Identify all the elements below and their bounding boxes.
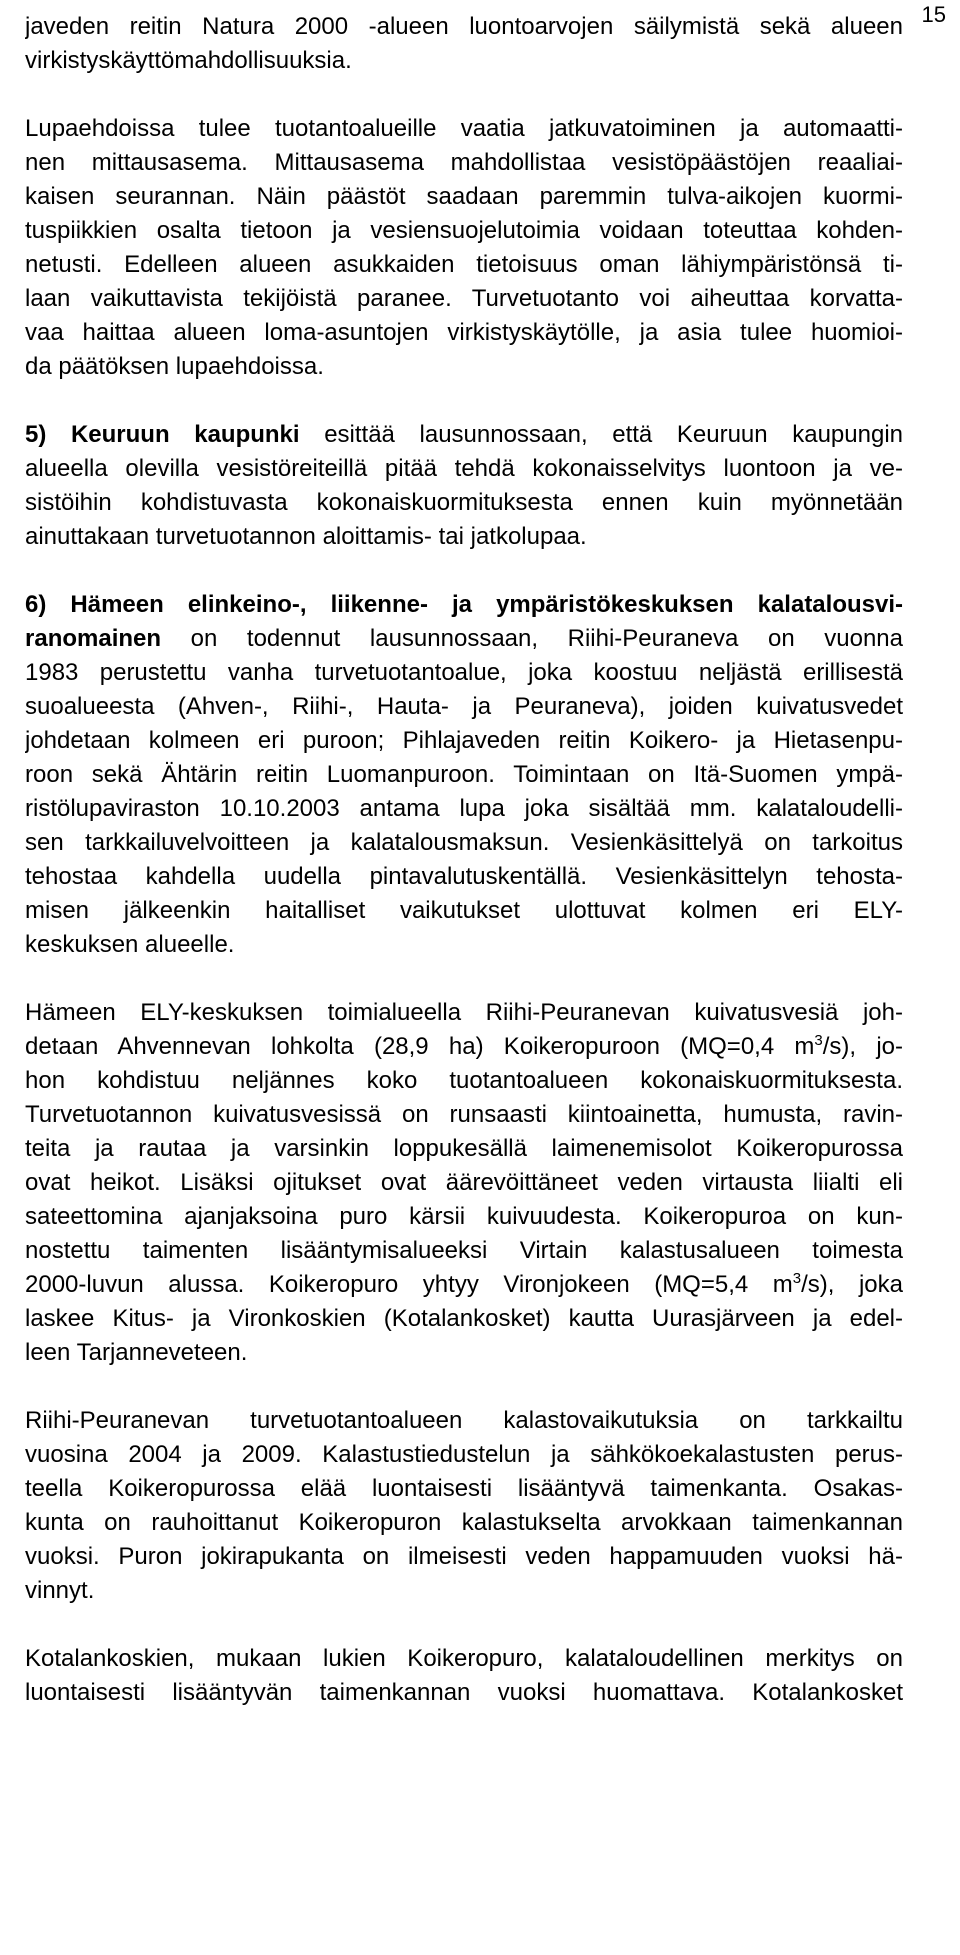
text-line: da päätöksen lupaehdoissa.: [25, 353, 324, 380]
text-line: Turvetuotannon kuivatusvesissä on runsaasti kiintoainetta, humusta, ravin-: [25, 1101, 903, 1128]
text-run: /s), joka: [801, 1271, 903, 1298]
text-line: 1983 perustettu vanha turvetuotantoalue, joka koostuu neljästä erillisestä: [25, 659, 903, 686]
text-line: 6) Hämeen elinkeino-, liikenne- ja ympäristökeskuksen kalatalousvi-: [25, 591, 903, 618]
bold-heading: 5) Keuruun kaupunki: [25, 421, 300, 448]
text-line: sistöihin kohdistuvasta kokonaiskuormituksesta ennen kuin myönnetään: [25, 489, 903, 516]
text-line: kaisen seurannan. Näin päästöt saadaan paremmin tulva-aikojen kuormi-: [25, 183, 903, 210]
paragraph-4: [25, 588, 903, 962]
text-line: roon sekä Ähtärin reitin Luomanpuroon. Toimintaan on Itä-Suomen ympä-: [25, 761, 903, 788]
paragraph-3: [25, 418, 903, 554]
text-line: laan vaikuttavista tekijöistä paranee. Turvetuotanto voi aiheuttaa korvatta-: [25, 285, 903, 312]
text-line: hon kohdistuu neljännes koko tuotantoalueen kokonaiskuormituksesta.: [25, 1067, 903, 1094]
text-line: [25, 1030, 903, 1064]
paragraph-1: [25, 10, 903, 78]
text-line: vuoksi. Puron jokirapukanta on ilmeisesti veden happamuuden vuoksi hä-: [25, 1543, 903, 1570]
text-line: ristölupaviraston 10.10.2003 antama lupa joka sisältää mm. kalataloudelli-: [25, 795, 903, 822]
text-line: Hämeen ELY-keskuksen toimialueella Riihi-Peuranevan kuivatusvesiä joh-: [25, 999, 903, 1026]
text-line: luontaisesti lisääntyvän taimenkannan vuoksi huomattava. Kotalankosket: [25, 1679, 903, 1706]
text-line: [25, 418, 903, 452]
text-line: ovat heikot. Lisäksi ojitukset ovat äärevöittäneet veden virtausta liialti eli: [25, 1169, 903, 1196]
text-line: nen mittausasema. Mittausasema mahdollistaa vesistöpäästöjen reaaliai-: [25, 149, 903, 176]
text-run: /s), jo-: [822, 1033, 903, 1060]
text-line: javeden reitin Natura 2000 -alueen luontoarvojen säilymistä sekä alueen: [25, 13, 903, 40]
page-number: 15: [921, 2, 946, 27]
text-run: on todennut lausunnossaan, Riihi-Peuraneva on vuonna: [161, 625, 903, 652]
text-line: vuosina 2004 ja 2009. Kalastustiedustelun ja sähkökoekalastusten perus-: [25, 1441, 903, 1468]
superscript: 3: [814, 1032, 823, 1049]
text-run: esittää lausunnossaan, että Keuruun kaupungin: [299, 421, 903, 448]
text-line: sateettomina ajanjaksoina puro kärsii kuivuudesta. Koikeropuroa on kun-: [25, 1203, 903, 1230]
text-line: Kotalankoskien, mukaan lukien Koikeropuro, kalataloudellinen merkitys on: [25, 1645, 903, 1672]
text-line: ainuttakaan turvetuotannon aloittamis- tai jatkolupaa.: [25, 523, 587, 550]
text-run: detaan Ahvennevan lohkolta (28,9 ha) Koikeropuroon (MQ=0,4 m: [25, 1033, 815, 1060]
superscript: 3: [792, 1270, 802, 1287]
paragraph-5: [25, 996, 903, 1370]
text-line: vinnyt.: [25, 1577, 95, 1604]
text-line: tehostaa kahdella uudella pintavalutuskentällä. Vesienkäsittelyn tehosta-: [25, 863, 903, 890]
bold-heading: ranomainen: [25, 625, 162, 652]
paragraph-6: [25, 1404, 903, 1608]
text-line: leen Tarjanneveteen.: [25, 1339, 248, 1366]
text-line: Riihi-Peuranevan turvetuotantoalueen kalastovaikutuksia on tarkkailtu: [25, 1407, 903, 1434]
text-line: sen tarkkailuvelvoitteen ja kalatalousmaksun. Vesienkäsittelyä on tarkoitus: [25, 829, 903, 856]
document-body: [25, 10, 903, 1710]
text-line: kunta on rauhoittanut Koikeropuron kalastukselta arvokkaan taimenkannan: [25, 1509, 903, 1536]
text-line: misen jälkeenkin haitalliset vaikutukset ulottuvat kolmen eri ELY-: [25, 897, 903, 924]
paragraph-7: [25, 1642, 903, 1710]
text-line: virkistyskäyttömahdollisuuksia.: [25, 47, 352, 74]
paragraph-2: [25, 112, 903, 384]
text-line: keskuksen alueelle.: [25, 931, 235, 958]
text-line: [25, 1268, 903, 1302]
text-line: alueella olevilla vesistöreiteillä pitää tehdä kokonaisselvitys luontoon ja ve-: [25, 455, 903, 482]
text-line: teella Koikeropurossa elää luontaisesti lisääntyvä taimenkanta. Osakas-: [25, 1475, 903, 1502]
text-line: Lupaehdoissa tulee tuotantoalueille vaatia jatkuvatoiminen ja automaatti-: [25, 115, 903, 142]
text-line: netusti. Edelleen alueen asukkaiden tietoisuus oman lähiympäristönsä ti-: [25, 251, 903, 278]
text-line: johdetaan kolmeen eri puroon; Pihlajaveden reitin Koikero- ja Hietasenpu-: [25, 727, 903, 754]
text-line: nostettu taimenten lisääntymisalueeksi Virtain kalastusalueen toimesta: [25, 1237, 903, 1264]
text-line: vaa haittaa alueen loma-asuntojen virkistyskäytölle, ja asia tulee huomioi-: [25, 319, 903, 346]
text-line: suoalueesta (Ahven-, Riihi-, Hauta- ja Peuraneva), joiden kuivatusvedet: [25, 693, 903, 720]
text-line: [25, 622, 903, 656]
text-line: laskee Kitus- ja Vironkoskien (Kotalankosket) kautta Uurasjärveen ja edel-: [25, 1305, 903, 1332]
text-line: tuspiikkien osalta tietoon ja vesiensuojelutoimia voidaan toteuttaa kohden-: [25, 217, 903, 244]
text-run: 2000-luvun alussa. Koikeropuro yhtyy Vironjokeen (MQ=5,4 m: [25, 1271, 793, 1298]
text-line: teita ja rautaa ja varsinkin loppukesällä laimenemisolot Koikeropurossa: [25, 1135, 903, 1162]
